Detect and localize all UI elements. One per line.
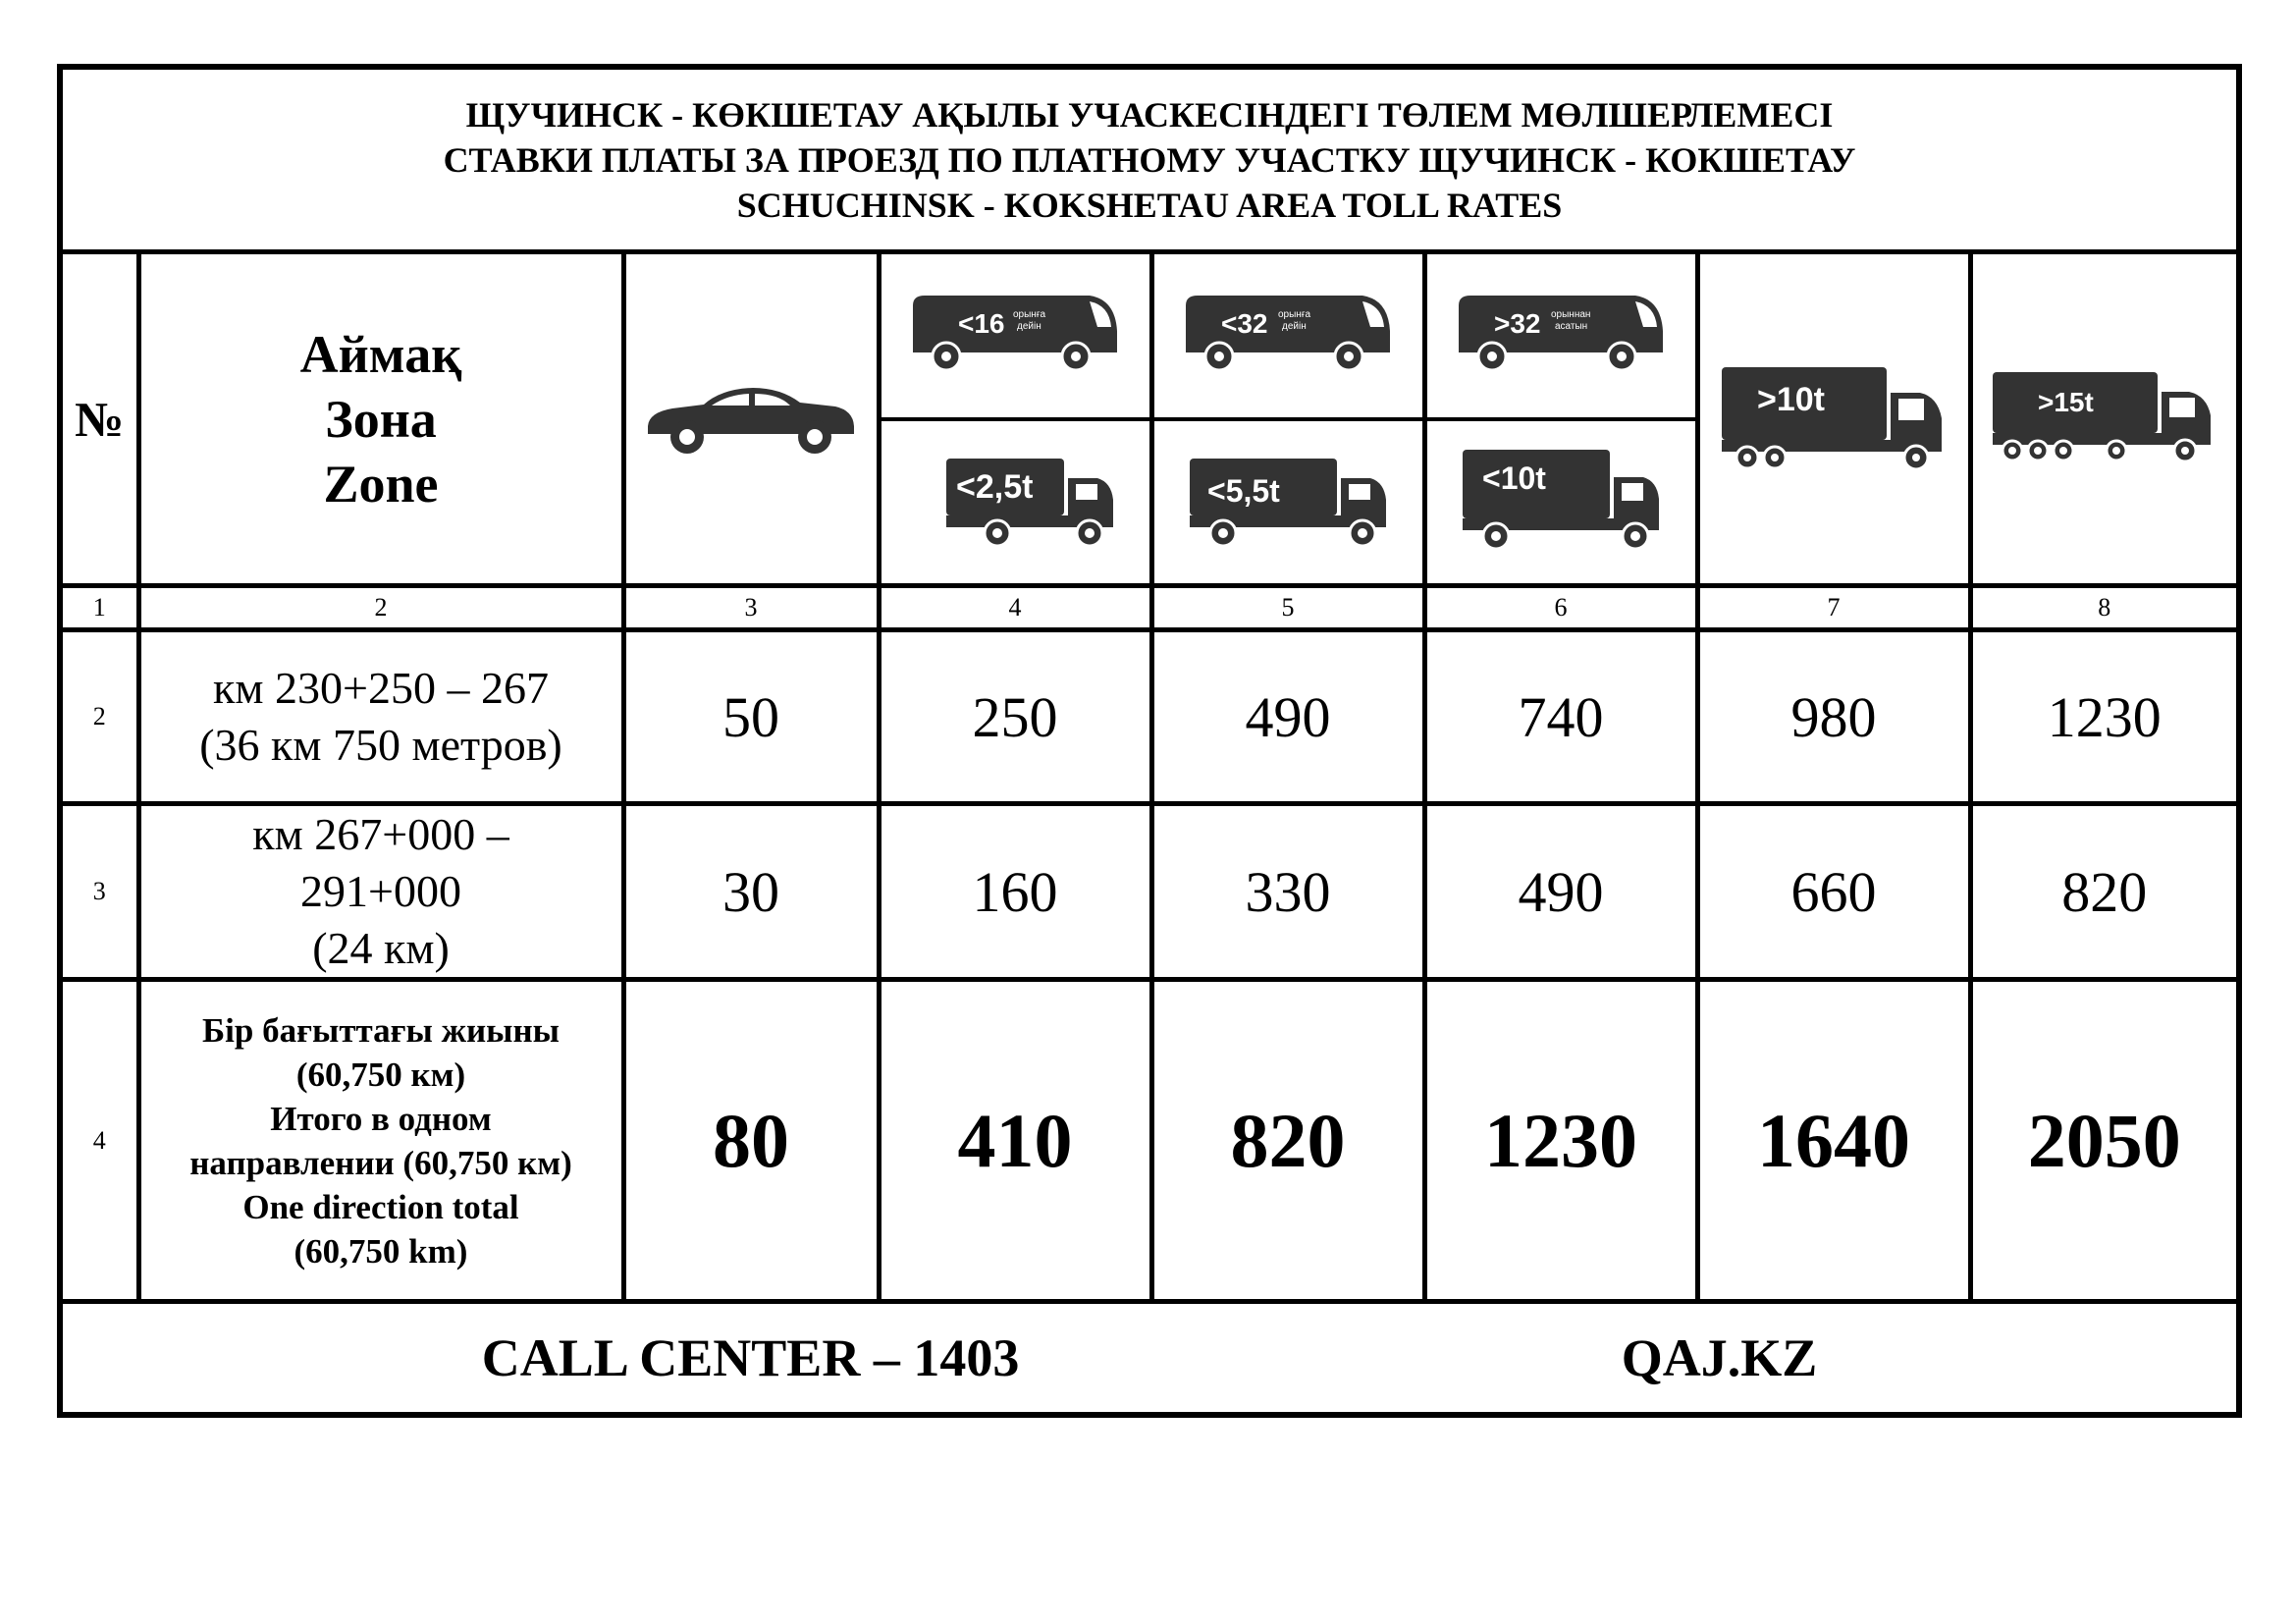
bus-seat-sub1: орынға xyxy=(1278,308,1311,320)
vehicle-class-5 xyxy=(1151,252,1424,586)
zone-header-ru: Зона xyxy=(325,389,437,449)
title-kazakh: ЩУЧИНСК - КӨКШЕТАУ АҚЫЛЫ УЧАСКЕСІНДЕГІ ТӨЛЕМ МӨЛШЕРЛЕМЕСІ xyxy=(465,94,1834,135)
bus-seat-sub1: орынға xyxy=(1013,308,1046,320)
zone-header xyxy=(138,252,623,586)
toll-value: 490 xyxy=(1151,630,1424,804)
header-row xyxy=(60,252,2239,586)
column-index: 7 xyxy=(1697,586,1970,630)
row-number: 3 xyxy=(60,804,138,980)
column-index-row xyxy=(60,586,2239,630)
table-title xyxy=(60,67,2239,252)
truck-weight-label: <2,5t xyxy=(956,468,1034,507)
title-english: SCHUCHINSK - KOKSHETAU AREA TOLL RATES xyxy=(736,185,1563,225)
total-value: 2050 xyxy=(1970,980,2239,1302)
toll-value: 1230 xyxy=(1970,630,2239,804)
row-number: 4 xyxy=(60,980,138,1302)
toll-value: 160 xyxy=(879,804,1151,980)
bus-seat-label: <32 xyxy=(1221,307,1268,339)
bus-seat-sub2: дейін xyxy=(1017,320,1041,332)
zone-line: км 230+250 – 267 xyxy=(213,663,549,713)
truck-weight-label: <5,5t xyxy=(1207,473,1280,510)
zone-line: (24 км) xyxy=(312,923,450,973)
heaviest-truck-icon xyxy=(1989,370,2220,468)
small-truck-icon xyxy=(907,453,1123,551)
total-label-line: (60,750 km) xyxy=(294,1231,468,1271)
total-label-line: Итого в одном xyxy=(270,1099,492,1138)
toll-value: 50 xyxy=(623,630,879,804)
truck-weight-label: <10t xyxy=(1482,460,1546,497)
truck-weight-label: >15t xyxy=(2037,386,2094,417)
table-row xyxy=(60,804,2239,980)
toll-value: 30 xyxy=(623,804,879,980)
column-index: 3 xyxy=(623,586,879,630)
zone-line: (36 км 750 метров) xyxy=(199,720,562,770)
total-label-line: направлении (60,750 км) xyxy=(189,1143,572,1182)
toll-value: 740 xyxy=(1424,630,1697,804)
column-index: 1 xyxy=(60,586,138,630)
column-index: 4 xyxy=(879,586,1151,630)
toll-value: 330 xyxy=(1151,804,1424,980)
medium-truck-icon xyxy=(1180,453,1396,551)
total-value: 410 xyxy=(879,980,1151,1302)
column-index: 8 xyxy=(1970,586,2239,630)
toll-value: 980 xyxy=(1697,630,1970,804)
total-value: 1640 xyxy=(1697,980,1970,1302)
toll-value: 660 xyxy=(1697,804,1970,980)
zone-line: 291+000 xyxy=(300,866,461,916)
bus-seat-label: <16 xyxy=(958,307,1005,339)
zone-description xyxy=(138,804,623,980)
vehicle-class-car xyxy=(623,252,879,586)
vehicle-class-8 xyxy=(1970,252,2239,586)
zone-header-kz: Аймақ xyxy=(299,324,462,384)
bus-icon xyxy=(907,292,1123,380)
total-label-line: Бір бағыттағы жиыны xyxy=(202,1010,560,1050)
total-label xyxy=(138,980,623,1302)
toll-value: 490 xyxy=(1424,804,1697,980)
total-label-line: (60,750 км) xyxy=(295,1055,466,1094)
total-value: 1230 xyxy=(1424,980,1697,1302)
truck-weight-label: >10t xyxy=(1757,380,1825,418)
table-row xyxy=(60,630,2239,804)
bus-icon xyxy=(1453,292,1669,380)
large-truck-icon xyxy=(1453,448,1669,556)
bus-seat-label: >32 xyxy=(1494,307,1541,339)
vehicle-class-7 xyxy=(1697,252,1970,586)
bus-icon xyxy=(1180,292,1396,380)
call-center: CALL CENTER – 1403 xyxy=(481,1328,1020,1387)
zone-header-en: Zone xyxy=(323,454,439,514)
vehicle-class-4 xyxy=(879,252,1151,586)
total-value: 820 xyxy=(1151,980,1424,1302)
total-label-line: One direction total xyxy=(242,1187,519,1226)
column-index: 5 xyxy=(1151,586,1424,630)
number-header: № xyxy=(60,252,138,586)
toll-value: 820 xyxy=(1970,804,2239,980)
total-value: 80 xyxy=(623,980,879,1302)
title-russian: СТАВКИ ПЛАТЫ ЗА ПРОЕЗД ПО ПЛАТНОМУ УЧАСТКУ ЩУЧИНСК - КОКШЕТАУ xyxy=(443,139,1856,180)
vehicle-class-6 xyxy=(1424,252,1697,586)
bus-seat-sub2: асатын xyxy=(1555,320,1588,332)
toll-rates-table xyxy=(57,64,2242,1418)
toll-value: 250 xyxy=(879,630,1151,804)
heavy-truck-icon xyxy=(1718,365,1949,473)
zone-description xyxy=(138,630,623,804)
bus-seat-sub1: орыннан xyxy=(1551,308,1591,320)
website: QAJ.KZ xyxy=(1621,1328,1818,1387)
total-row xyxy=(60,980,2239,1302)
zone-line: км 267+000 – xyxy=(252,809,509,859)
row-number: 2 xyxy=(60,630,138,804)
car-icon xyxy=(643,375,859,463)
bus-seat-sub2: дейін xyxy=(1282,320,1307,332)
footer xyxy=(60,1302,2239,1416)
column-index: 2 xyxy=(138,586,623,630)
column-index: 6 xyxy=(1424,586,1697,630)
